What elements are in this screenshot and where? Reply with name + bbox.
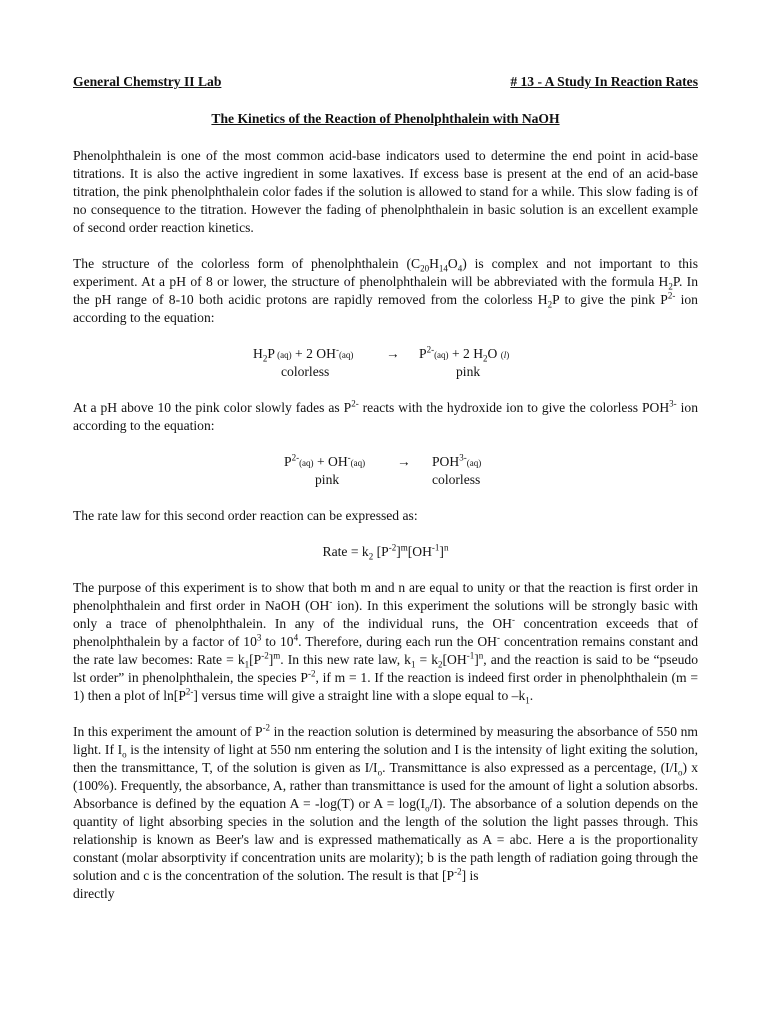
eq2-products: $POH^{3-}(aq)$ (432, 452, 482, 469)
lab-number-title: # 13 - A Study In Reaction Rates (510, 74, 698, 89)
eq2-reactants: $P^{2-}(aq) + OH^-(aq)$ (284, 452, 366, 469)
eq1-label-colorless: colorless (281, 364, 330, 379)
eq1-label-pink: pink (456, 364, 481, 379)
paragraph-rate-intro: The rate law for this second order reaction can be expressed as: (73, 508, 418, 523)
paragraph-absorbance: In this experiment the amount of $P^{-2}$ in the reaction solution is determined by measuring the absorbance of 550 nm light. If $I_o$ is the intensity of light at 550 nm entering the solution and I is the intensity of light exiting the solution, then the transmittance, T, of the solution is given as $I/I_o$. Transmittance is also expressed as a percentage, $(I/I_o)$ x (100%). Frequently, the absorbance, A, rather than transmittance is used for the amount of light a solution absorbs. Absorbance is defined by the equation A = -log(T) or $A = \log(I_o/I)$. The absorbance of a solution depends on the quantity of light absorbing species in the solution and the length of the solution the light passes through. This relationship is known as Beer's law and is expressed mathematically as A = abc. Here a is the proportionality constant (molar absorptivity if concentration units are molarity); b is the path length of radiation going through the solution and c is the concentration of the solution. The result is that $[P^{-2}]$ is (73, 722, 698, 883)
equation-1 (73, 345, 698, 381)
eq2-label-colorless: colorless (432, 472, 481, 487)
eq1-products: $P^{2-}(aq) + 2$ $H_2O$ (l) (419, 344, 510, 364)
document-title: The Kinetics of the Reaction of Phenolphthalein with NaOH (211, 111, 560, 126)
eq1-reactants: $H_2P$ (aq) + 2 OH-(aq) (253, 344, 354, 364)
eq2-label-pink: pink (315, 472, 340, 487)
equation-2 (73, 453, 698, 489)
rate-law-equation: Rate = $k_2$ $[P^{-2}]^m[OH^{-1}]^n$ (322, 542, 449, 562)
eq1-arrow: → (386, 346, 400, 361)
page-header (73, 73, 698, 91)
course-title: General Chemstry II Lab (73, 74, 222, 89)
paragraph-purpose: The purpose of this experiment is to show that both m and n are equal to unity or that the reaction is first order in phenolphthalein and first order in NaOH (OH- ion). In this experiment the solutions will be strongly basic with only a trace of phenolphthalein. In any of the individual runs, the OH- concentration exceeds that of phenolphthalein by a factor of $10^3$ to $10^4$. Therefore, during each run the OH- concentration remains constant and the rate law becomes: Rate = $k_1[P^{-2}]^m$. In this new rate law, $k_1 = k_2[OH^{-1}]^n$, and the reaction is said to be “pseudo lst order” in phenolphthalein, the species $P^{-2}$, if m = 1. If the reaction is indeed first order in phenolphthalein (m = 1) then a plot of $\ln[P^{2-}]$ versus time will give a straight line with a slope equal to $-k_1$. (73, 580, 699, 706)
paragraph-intro: Phenolphthalein is one of the most common acid-base indicators used to determine the end point in acid-base titrations. It is also the active ingredient in some laxatives. If excess base is present at the end of an acid-base titration, the pink phenolphthalein color fades if the solution is allowed to stand for a while. This slow fading is of no consequence to the titration. However the fading of phenolphthalein in basic solution is an excellent example of second order reaction kinetics. (73, 148, 698, 235)
paragraph-fading: At a pH above 10 the pink color slowly fades as $P^{2-}$ reacts with the hydroxide ion to give the colorless $POH^{3-}$ ion according to the equation: (73, 398, 698, 433)
paragraph-trailing: directly (73, 886, 115, 901)
paragraph-structure: The structure of the colorless form of phenolphthalein $(C_{20}H_{14}O_4)$ is complex and not important to this experiment. At a pH of 8 or lower, the structure of phenolphthalein will be abbreviated with the formula $H_2P$. In the pH range of 8-10 both acidic protons are rapidly removed from the colorless $H_2P$ to give the pink $P^{2-}$ ion according to the equation: (73, 256, 698, 325)
document-page (73, 73, 698, 903)
eq2-arrow: → (397, 454, 411, 469)
